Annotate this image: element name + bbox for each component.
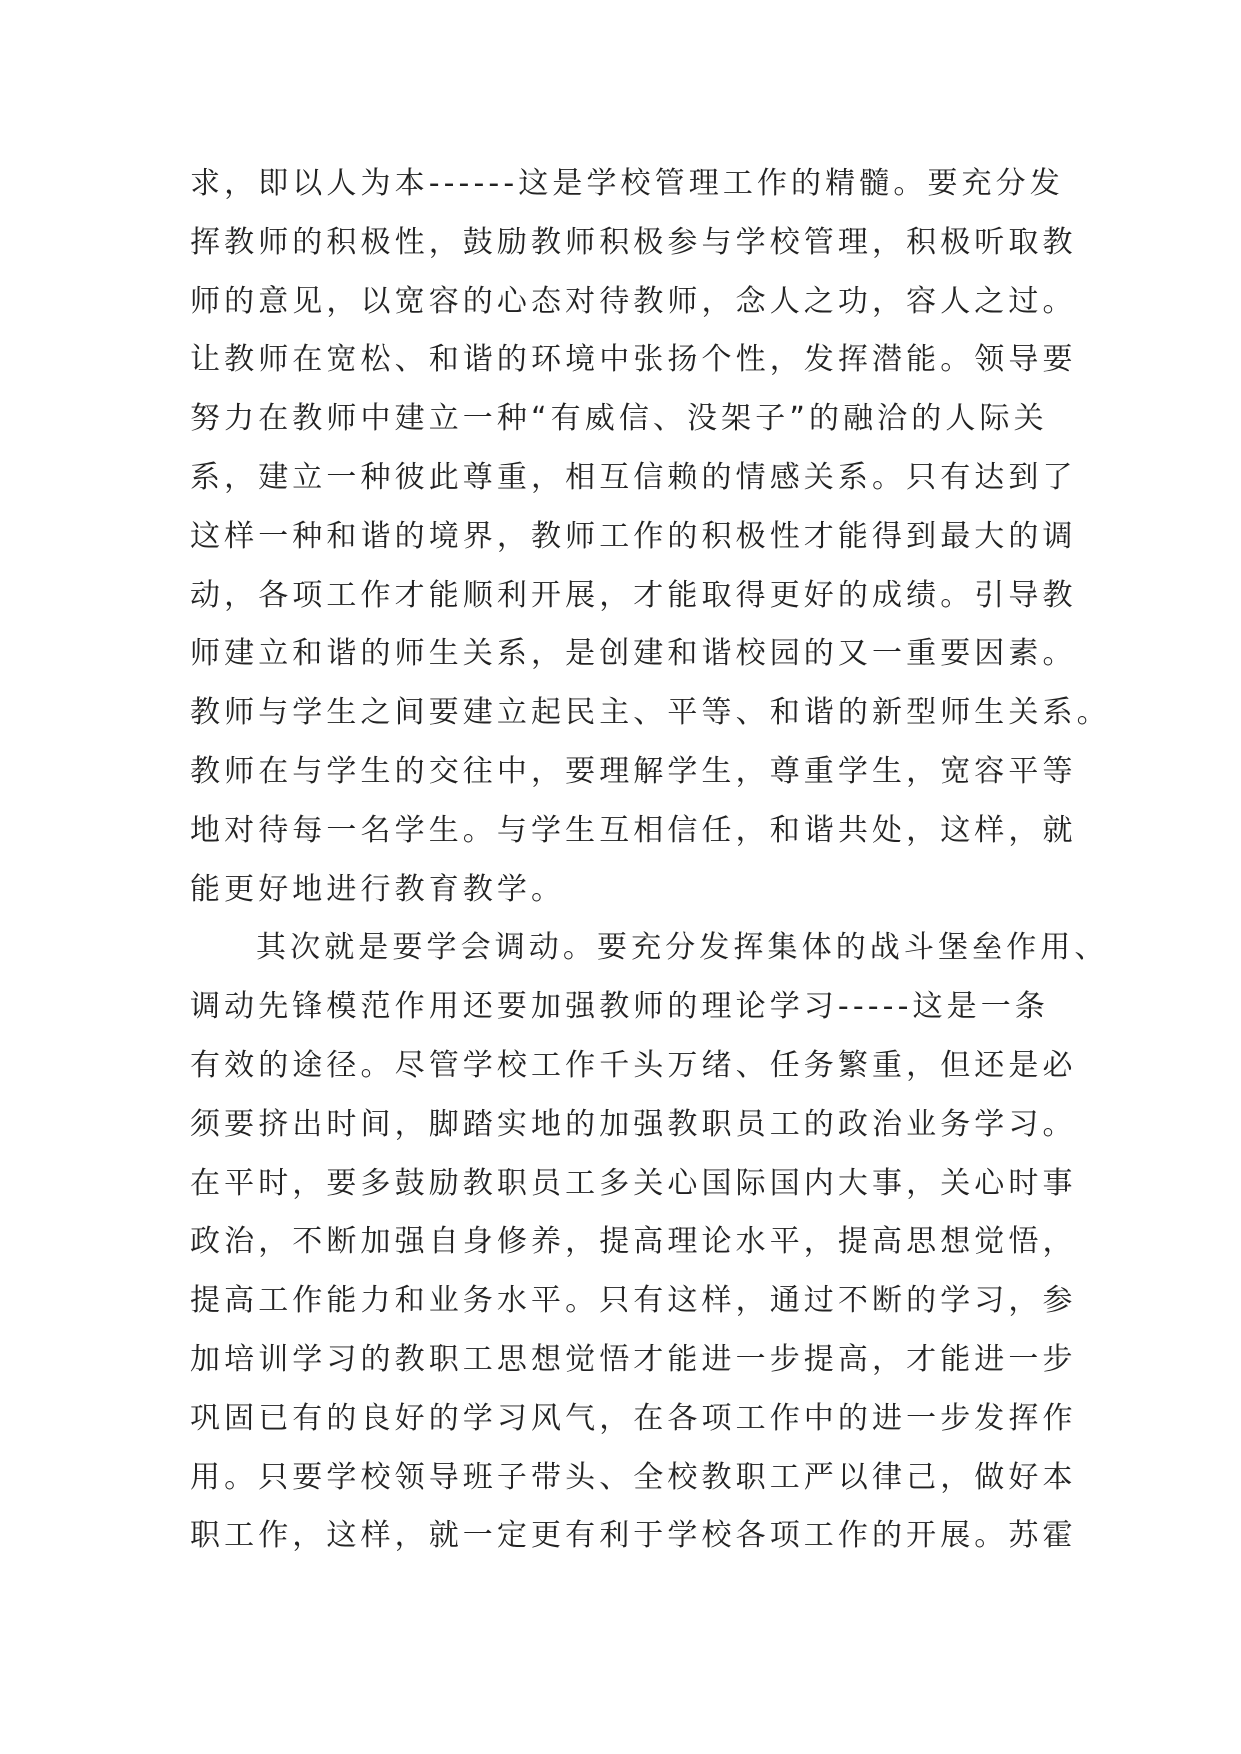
text-line: 求，即以人为本------这是学校管理工作的精髓。要充分发 [190,166,1064,201]
text-line: 师的意见，以宽容的心态对待教师，念人之功，容人之过。 [190,283,1077,319]
text-line: 须要挤出时间，脚踏实地的加强教职员工的政治业务学习。 [190,1106,1077,1142]
text-line: 能更好地进行教育教学。 [190,871,566,907]
text-line: 努力在教师中建立一种“有威信、没架子”的融洽的人际关 [190,401,1048,437]
paragraph-start-line: 其次就是要学会调动。要充分发挥集体的战斗堡垒作用、 [256,930,1109,966]
text-line: 用。只要学校领导班子带头、全校教职工严以律己，做好本 [190,1459,1077,1495]
text-line: 动，各项工作才能顺利开展，才能取得更好的成绩。引导教 [190,577,1077,613]
text-line: 教师与学生之间要建立起民主、平等、和谐的新型师生关系。 [190,695,1111,731]
text-line: 提高工作能力和业务水平。只有这样，通过不断的学习，参 [190,1283,1077,1319]
body-text [190,155,1111,1566]
text-line: 加培训学习的教职工思想觉悟才能进一步提高，才能进一步 [190,1341,1077,1377]
text-line: 这样一种和谐的境界，教师工作的积极性才能得到最大的调 [190,518,1077,554]
text-line: 有效的途径。尽管学校工作千头万绪、任务繁重，但还是必 [190,1047,1077,1083]
text-line: 地对待每一名学生。与学生互相信任，和谐共处，这样，就 [190,812,1077,848]
text-line: 系，建立一种彼此尊重，相互信赖的情感关系。只有达到了 [190,459,1077,495]
text-line: 政治，不断加强自身修养，提高理论水平，提高思想觉悟， [190,1224,1077,1260]
text-line: 巩固已有的良好的学习风气，在各项工作中的进一步发挥作 [190,1400,1077,1436]
text-line: 教师在与学生的交往中，要理解学生，尊重学生，宽容平等 [190,753,1077,789]
text-line: 调动先锋模范作用还要加强教师的理论学习-----这是一条 [190,989,1049,1025]
text-line: 在平时，要多鼓励教职员工多关心国际国内大事，关心时事 [190,1165,1077,1201]
text-line: 职工作，这样，就一定更有利于学校各项工作的开展。苏霍 [190,1518,1077,1554]
text-line: 让教师在宽松、和谐的环境中张扬个性，发挥潜能。领导要 [190,342,1077,378]
text-line: 师建立和谐的师生关系，是创建和谐校园的又一重要因素。 [190,636,1077,672]
text-line: 挥教师的积极性，鼓励教师积极参与学校管理，积极听取教 [190,224,1077,260]
